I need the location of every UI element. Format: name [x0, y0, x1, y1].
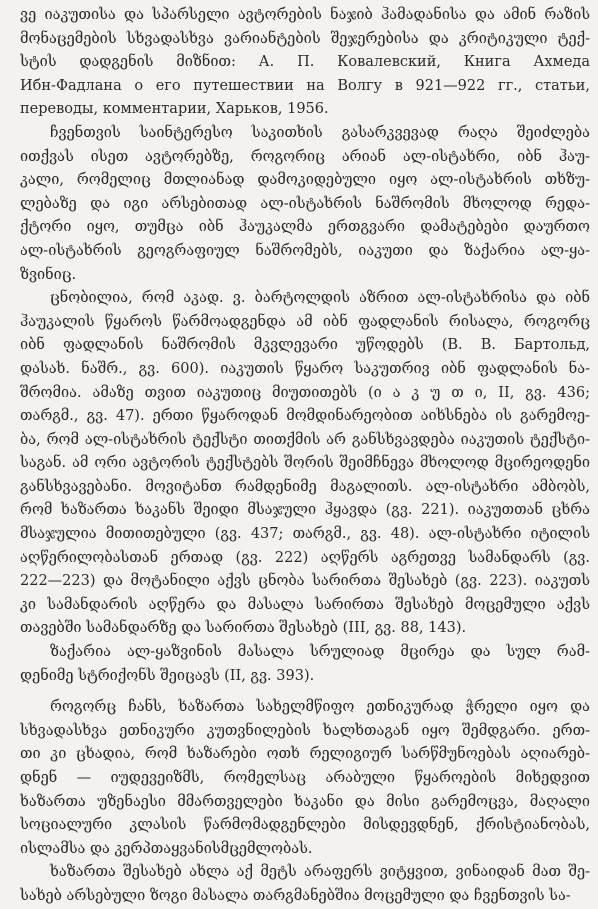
text-line: ჩვენთვის საინტერესო საკითხის გასარკვევად რაღა შეიძლება	[50, 124, 590, 141]
text-line: Ибн-Фадлана о его путешествии на Волгу в 921—922 гг., статьи,	[20, 77, 590, 94]
text-line: ბა, რომ ალ-ისტახრის ტექსტი თითქმის არ განსხვავდება იაკუთის ტექსტი-	[20, 431, 590, 448]
text-line: ზაქარია ალ-ყაზვინის მასალა სრულიად მცირეა და სულ რამ-	[50, 644, 590, 661]
text-line: დენიმე სტრიქონს შეიცავს (II, გვ. 393).	[20, 667, 315, 684]
paragraph	[20, 4, 590, 122]
paragraph	[20, 696, 590, 861]
text-line: როგორც ჩანს, ხაზართა სახელმწიფო ეთნიკურად ჭრელი იყო და	[50, 699, 590, 716]
text-line: სახებ არსებული ზოგი მასალა თარგმანებშია მოცემული და ჩვენთვის სა-	[20, 887, 571, 904]
paragraph	[20, 287, 590, 641]
text-line: переводы, комментарии, Харьков, 1956.	[20, 101, 329, 118]
text-line: თარგმ., გვ. 47). ერთი წყაროდან მომდინარეობით აიხსნება ის გარემოე-	[20, 408, 590, 425]
text-line: ხაზართა უზენაესი მმართველები ხაკანი და მისი გარემოცვა, მაღალი	[20, 793, 590, 810]
text-line: კალი, რომელიც მთლიანად დამოკიდებული იყო ალ-ისტახრის თხზუ-	[20, 172, 590, 189]
text-line: საგან. ამ ორი ავტორის ტექსტებს შორის შეიმჩნევა მხოლოდ მცირეოდენი	[20, 455, 590, 472]
text-line: სოციალური კლასის წარმომადგენლები მისდევდნენ, ქრისტიანობას,	[20, 817, 590, 834]
text-line: რომ ხაზართა ხაკანს შეიდი მსაჯული ჰყავდა (გვ. 221). იაკუთთან ცხრა	[20, 502, 590, 519]
paragraph	[20, 122, 590, 287]
text-line: მონაცემების სხვადასხვა ვარიანტების შეჯერებისა და კრიტიკული ტექ-	[20, 30, 590, 47]
text-line: მსაჯულია მითითებული (გვ. 437; თარგმ., გვ. 48). ალ-ისტახრი იტილის	[20, 526, 590, 543]
text-line: დნენ — იუდევეიზმს, რომელსაც არაბული წყაროების მიხედვით	[20, 770, 590, 786]
text-line: თი კი ცხადია, რომ ხაზარები ოთხ რელიგიურ სარწმუნოებას აღიარებ-	[20, 746, 590, 763]
text-line: ქტორი იყო, თუმცა იბნ ჰაუკალმა ერთგვარი დამატებები დაურთო	[20, 219, 590, 236]
paragraph	[20, 861, 590, 908]
text-line: ცნობილია, რომ აკად. ვ. ბარტოლდის აზრით ალ-ისტახრისა და იბნ	[50, 290, 590, 307]
text-line: განსხვავებანი. მოვიტანთ რამდენიმე მაგალითს. ალ-ისტახრი ამბობს,	[20, 478, 590, 495]
text-line: დასახ. ნაშრ., გვ. 600). იაკუთის წყარო საკუთრივ იბნ ფადლანის ნა-	[20, 360, 590, 377]
text-line: ვე იაკუთისა და სპარსელი ავტორების ნაჯიბ ჰამადანისა და ამინ რაზის	[20, 7, 590, 23]
text-line: ზვინიც.	[20, 266, 77, 283]
text-line: შრომია. ამაზე თვით იაკუთიც მიუთითებს (ი ა კ უ თ ი, II, გვ. 436;	[20, 384, 590, 401]
text-line: 222—223) და მოტანილი აქვს ცნობა სარირთა შესახებ (გვ. 223). იაკუთს	[20, 573, 590, 590]
text-line: ხაზართა შესახებ ახლა აქ მეტს არაფერს ვიტყვით, ვინაიდან მათ შე-	[50, 864, 590, 881]
text-line: იბნ ფადლანის ნაშრომის მკვლევარი უწოდებს (В. В. Бартольд,	[20, 337, 590, 354]
text-line: თავებში სამანდარზე და სარირთა შესახებ (III, გვ. 88, 143).	[20, 620, 467, 637]
text-line: ისლამსა და კერპთაყვანისმცემლობას.	[20, 840, 313, 857]
text-line: ალ-ისტახრის გეოგრაფიულ ნაშრომებს, იაკუთი და ზაქარია ალ-ყა-	[20, 242, 590, 259]
paragraph	[20, 641, 590, 688]
text-line: სხვადასხვა ეთნიკური კუთვნილების ხალხთაგან იყო შემდგარი. ერთ-	[20, 722, 590, 739]
text-line: ლებაზე და იგი არსებითად ალ-ისტახრის ნაშრომის მხოლოდ რედა-	[20, 195, 590, 212]
text-line: ჰაუკალის წყაროს წარმოადგენდა ამ იბნ ფადლანის რისალა, როგორც	[20, 313, 590, 330]
text-line: აღწერილობასთან ერთად (გვ. 222) აღწერს აგრეთვე სამანდარს (გვ.	[20, 549, 590, 566]
text-line: ითქვას ისეთ ავტორებზე, როგორიც არიან ალ-ისტახრი, იბნ ჰაუ-	[20, 148, 590, 165]
text-line: კი სამანდარის აღწერა და მასალა სარირთა შესახებ მოცემული აქვს	[20, 596, 590, 613]
text-line: სტის დადგენის მიზნით: А. П. Ковалевский, Книга Ахмеда	[20, 54, 590, 71]
